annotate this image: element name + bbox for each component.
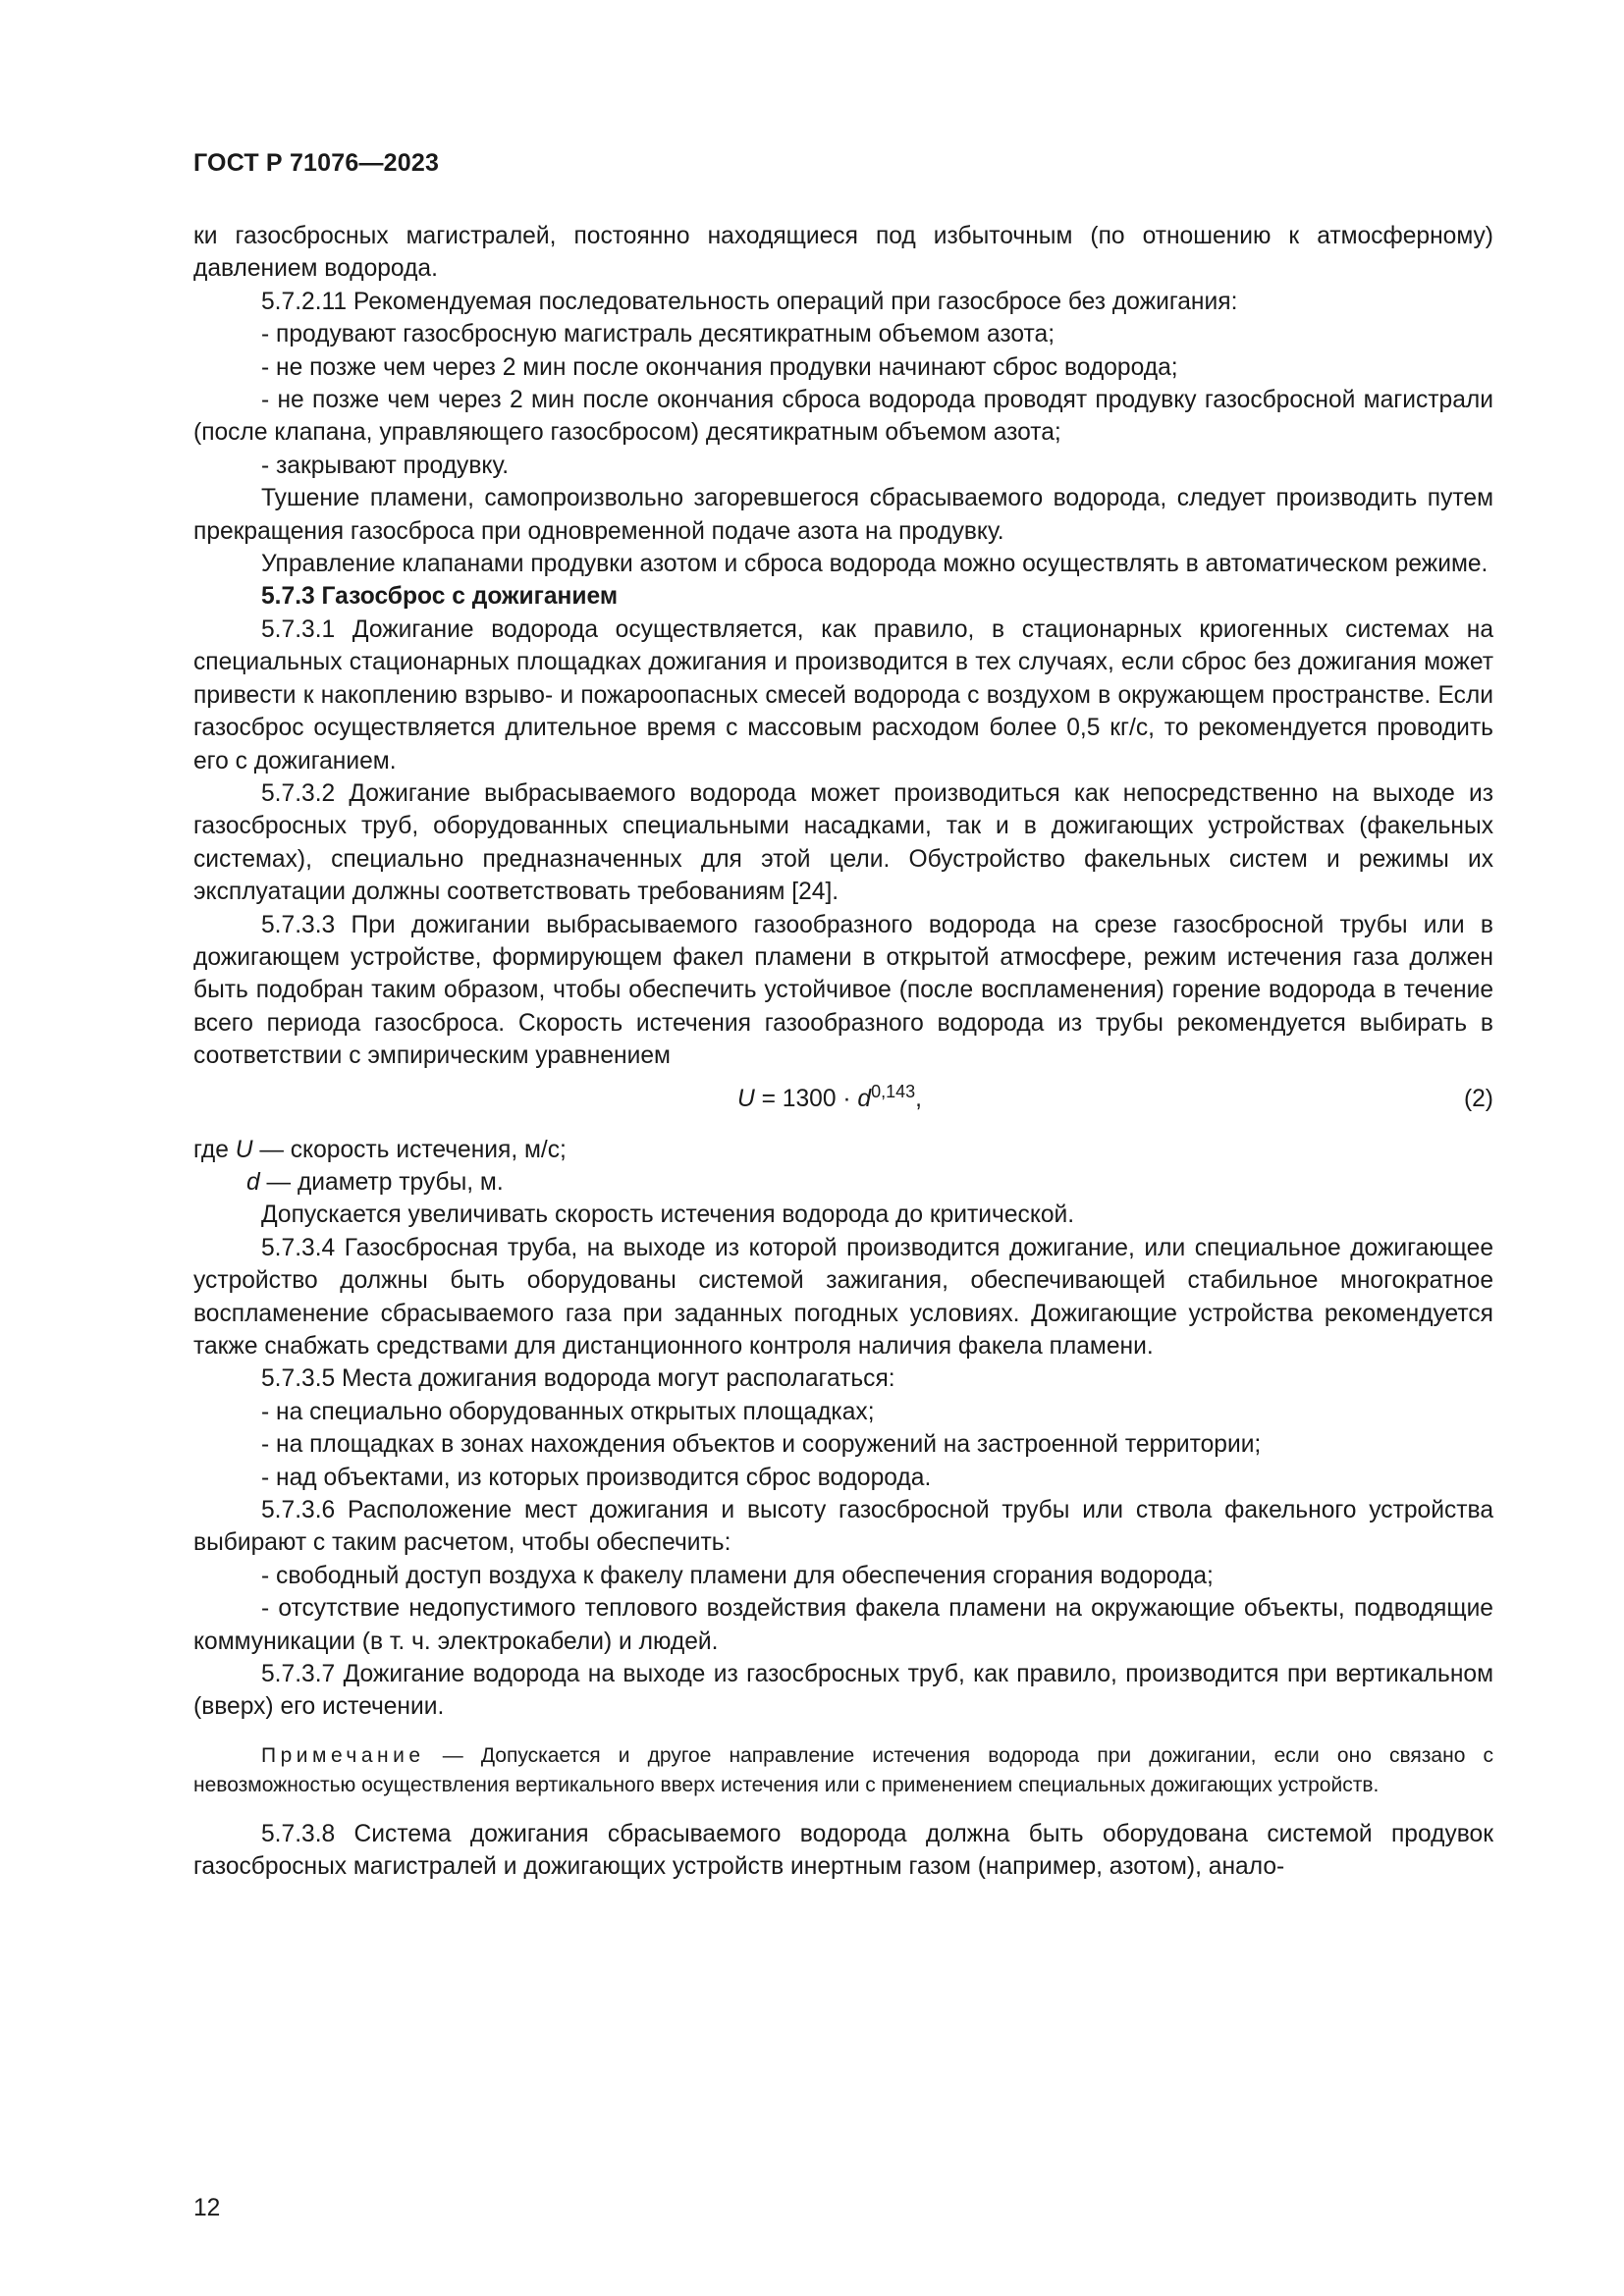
paragraph: 5.7.3.2 Дожигание выбрасываемого водорода может производиться как непосредственно на выходе из газосбросных труб, оборудованных специальными насадками, так и в дожигающих устройствах (факельных системах), специально предназначенных для этой цели. Обустройство факельных систем и режимы их эксплуатации должны соответствовать требованиям [24]. — [193, 779, 1493, 906]
list-item: - на площадках в зонах нахождения объектов и сооружений на застроенной территории; — [261, 1431, 1262, 1459]
note-label: Примечание — [261, 1743, 425, 1767]
paragraph: 5.7.3.7 Дожигание водорода на выходе из газосбросных труб, как правило, производится при вертикальном (вверх) его истечении. — [193, 1661, 1493, 1721]
list-item: - свободный доступ воздуха к факелу пламени для обеспечения сгорания водорода; — [261, 1562, 1214, 1589]
paragraph: 5.7.3.6 Расположение мест дожигания и высоту газосбросной трубы или ствола факельного устройства выбирают с таким расчетом, чтобы обеспечить: — [193, 1497, 1493, 1557]
formula-expression — [737, 1083, 922, 1115]
paragraph: Управление клапанами продувки азотом и сброса водорода можно осуществлять в автоматическом режиме. — [261, 551, 1489, 578]
list-item: - закрывают продувку. — [261, 452, 510, 479]
section-heading: 5.7.3 Газосброс с дожиганием — [261, 583, 619, 611]
legend-text: — диаметр трубы, м. — [259, 1168, 504, 1196]
paragraph: 5.7.3.1 Дожигание водорода осуществляется, как правило, в стационарных криогенных системах на специальных стационарных площадках дожигания и производится в тех случаях, если сброс без дожигания может привести к накоплению взрыво- и пожароопасных смесей водорода с воздухом в окружающем пространстве. Если газосброс осуществляется длительное время с массовым расходом более 0,5 кг/с, то рекомендуется проводить его с дожиганием. — [193, 615, 1493, 774]
paragraph: 5.7.3.8 Система дожигания сбрасываемого водорода должна быть оборудована системой продувок газосбросных магистралей и дожигающих устройств инертным газом (например, азотом), анало- — [193, 1820, 1493, 1881]
formula-legend — [193, 1166, 1493, 1199]
paragraph: 5.7.2.11 Рекомендуемая последовательность операций при газосбросе без дожигания: — [261, 288, 1238, 315]
list-item: - отсутствие недопустимого теплового воздействия факела пламени на окружающие объекты, подводящие коммуникации (в т. ч. электрокабели) и людей. — [193, 1595, 1493, 1655]
legend-variable: d — [246, 1168, 260, 1196]
paragraph: Допускается увеличивать скорость истечения водорода до критической. — [261, 1201, 1075, 1229]
formula-comma: , — [915, 1085, 922, 1112]
formula-number: (2) — [1463, 1085, 1493, 1112]
note — [193, 1741, 1493, 1800]
paragraph: Тушение пламени, самопроизвольно загоревшегося сбрасываемого водорода, следует производить путем прекращения газосброса при одновременной подаче азота на продувку. — [193, 485, 1493, 545]
note-text: — Допускается и другое направление истечения водорода при дожигании, если оно связано с невозможностью осуществления вертикального вверх истечения или с применением специальных дожигающих устройств. — [193, 1743, 1493, 1796]
formula-variable-u: U — [737, 1085, 755, 1112]
list-item: - не позже чем через 2 мин после окончания продувки начинают сброс водорода; — [261, 353, 1178, 381]
list-item: - на специально оборудованных открытых площадках; — [261, 1398, 875, 1425]
formula-constant: = 1300 · — [754, 1085, 858, 1112]
paragraph: 5.7.3.5 Места дожигания водорода могут располагаться: — [261, 1365, 895, 1393]
formula-variable-d: d — [857, 1085, 872, 1112]
formula-legend — [193, 1134, 1493, 1166]
paragraph: ки газосбросных магистралей, постоянно находящиеся под избыточным (по отношению к атмосферному) давлением водорода. — [193, 223, 1493, 283]
list-item: - продувают газосбросную магистраль десятикратным объемом азота; — [261, 321, 1056, 348]
document-code-header: ГОСТ Р 71076—2023 — [193, 149, 440, 177]
list-item: - над объектами, из которых производится сброс водорода. — [261, 1464, 932, 1491]
paragraph: 5.7.3.4 Газосбросная труба, на выходе из которой производится дожигание, или специальное дожигающее устройство должны быть оборудованы системой зажигания, обеспечивающей стабильное многократное воспламенение сбрасываемого газа при заданных погодных условиях. Дожигающие устройства рекомендуется также снабжать средствами для дистанционного контроля наличия факела пламени. — [193, 1234, 1493, 1360]
list-item: - не позже чем через 2 мин после окончания сброса водорода проводят продувку газосбросной магистрали (после клапана, управляющего газосбросом) десятикратным объемом азота; — [193, 387, 1493, 447]
formula — [193, 1079, 1493, 1118]
page-number: 12 — [193, 2195, 221, 2221]
formula-exponent: 0,143 — [871, 1081, 916, 1101]
paragraph: 5.7.3.3 При дожигании выбрасываемого газообразного водорода на срезе газосбросной трубы или в дожигающем устройстве, формирующем факел пламени в открытой атмосфере, режим истечения газа должен быть подобран таким образом, чтобы обеспечить устойчивое (после воспламенения) горение водорода в течение всего периода газосброса. Скорость истечения газообразного водорода из трубы рекомендуется выбирать в соответствии с эмпирическим уравнением — [193, 911, 1493, 1070]
legend-text: — скорость истечения, м/с; — [252, 1136, 567, 1163]
legend-variable: U — [235, 1136, 253, 1163]
page-body — [193, 220, 1493, 1884]
legend-prefix: где — [193, 1136, 236, 1163]
